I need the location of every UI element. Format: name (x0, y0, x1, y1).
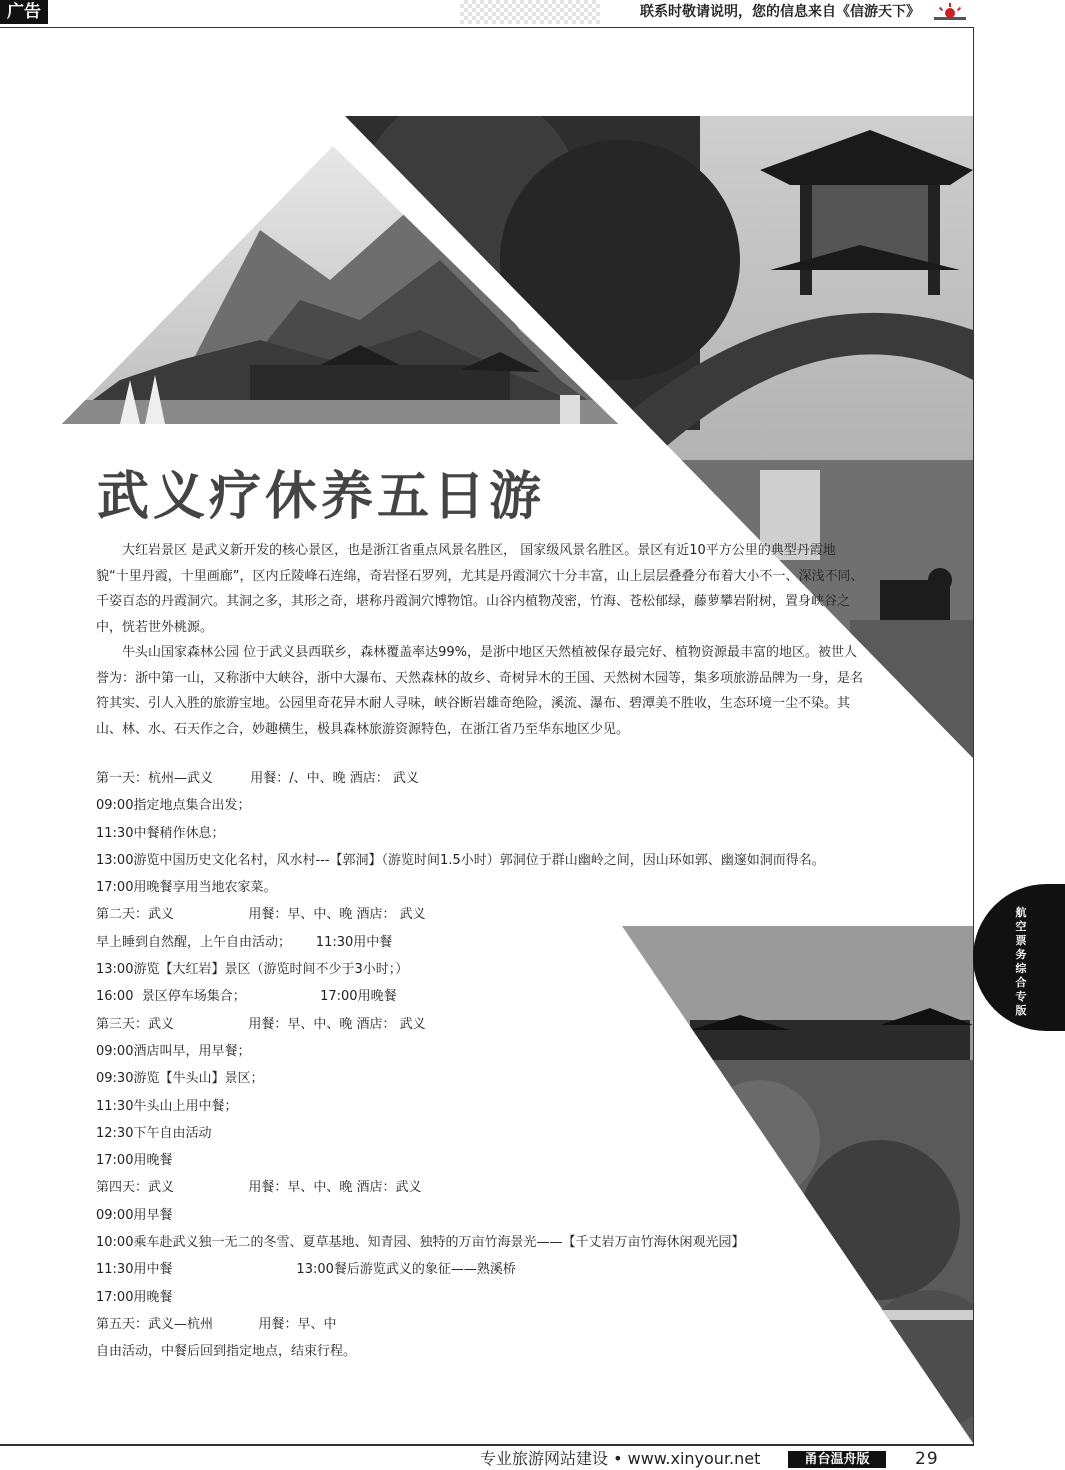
edition-badge: 甬台温舟版 (788, 1451, 886, 1468)
itinerary-line: 16:00 景区停车场集合； 17:00用晚餐 (96, 989, 397, 1005)
itinerary-line: 13:00游览【大红岩】景区（游览时间不少于3小时；） (96, 962, 409, 978)
source-notice: 联系时敬请说明，您的信息来自《信游天下》 (600, 0, 926, 24)
itinerary-line: 第五天：武义—杭州 用餐：早、中 (96, 1316, 337, 1332)
itinerary-line: 第四天：武义 用餐：早、中、晚 酒店：武义 (96, 1180, 422, 1196)
itinerary-line: 17:00用晚餐享用当地农家菜。 (96, 880, 277, 896)
itinerary-line: 10:00乘车赴武义独一无二的冬雪、夏草基地、知青园、独特的万亩竹海景光——【千丈岩万亩竹海休闲观光园】 (96, 1235, 745, 1251)
itinerary-line: 13:00游览中国历史文化名村，风水村---【郭洞】（游览时间1.5小时）郭洞位于群山幽岭之间，因山环如郭、幽邃如洞而得名。 (96, 852, 825, 868)
footer-slogan: 专业旅游网站建设 • www.xinyour.net (480, 1449, 761, 1468)
page-number: 29 (915, 1449, 939, 1469)
itinerary-line: 09:00指定地点集合出发； (96, 798, 251, 814)
itinerary-list (96, 765, 866, 1366)
page-title: 武义疗休养五日游 (97, 466, 546, 527)
itinerary-line: 自由活动，中餐后回到指定地点，结束行程。 (96, 1344, 357, 1360)
intro-paragraph-niutoushan: 牛头山国家森林公园 位于武义县西联乡，森林覆盖率达99%，是浙中地区天然植被保存最完好、植物资源最丰富的地区。被世人誉为：浙中第一山，又称浙中大峡谷，浙中大瀑布、天然森林的故乡、奇树异木的王国、天然树木园等，集多项旅游品牌为一身，是名符其实、引人入胜的旅游宝地。公园里奇花异木耐人寻味，峡谷断岩雄奇绝险，溪流、瀑布、碧潭美不胜收，生态环境一尘不染。其山、林、水、石天作之合，妙趣横生，极具森林旅游资源特色，在浙江省乃至华东地区少见。 (96, 645, 864, 737)
article-intro (96, 538, 866, 742)
section-tab-label: 航空票务综合专版 (1015, 906, 1027, 1017)
itinerary-line: 09:00酒店叫早，用早餐； (96, 1043, 251, 1059)
itinerary-line: 11:30牛头山上用中餐； (96, 1098, 238, 1114)
itinerary-line: 09:30游览【牛头山】景区； (96, 1071, 264, 1087)
itinerary-line: 17:00用晚餐 (96, 1289, 173, 1305)
itinerary-line: 11:30中餐稍作休息； (96, 825, 225, 841)
itinerary-line: 09:00用早餐 (96, 1207, 173, 1223)
ad-label: 广告 (0, 0, 48, 24)
itinerary-line: 第一天：杭州—武义 用餐：/、中、晚 酒店： 武义 (96, 771, 419, 786)
itinerary-line: 早上睡到自然醒，上午自由活动； 11:30用中餐 (96, 934, 393, 950)
itinerary-line: 11:30用中餐 13:00餐后游览武义的象征——熟溪桥 (96, 1262, 516, 1278)
itinerary-line: 12:30下午自由活动 (96, 1125, 212, 1141)
itinerary-line: 第二天：武义 用餐：早、中、晚 酒店： 武义 (96, 907, 426, 923)
itinerary-line: 17:00用晚餐 (96, 1153, 173, 1169)
itinerary-line: 第三天：武义 用餐：早、中、晚 酒店： 武义 (96, 1016, 426, 1032)
intro-paragraph-dahongyan: 大红岩景区 是武义新开发的核心景区，也是浙江省重点风景名胜区， 国家级风景名胜区。景区有近10平方公里的典型丹霞地貌“十里丹霞，十里画廊”，区内丘陵峰石连绵，奇岩怪石罗列，尤其是丹霞洞穴十分丰富，山上层层叠叠分布着大小不一、深浅不同、千姿百态的丹霞洞穴。其洞之多，其形之奇，堪称丹霞洞穴博物馆。山谷内植物茂密，竹海、苍松郁绿，藤萝攀岩附树，置身峡谷之中，恍若世外桃源。 (96, 543, 864, 635)
